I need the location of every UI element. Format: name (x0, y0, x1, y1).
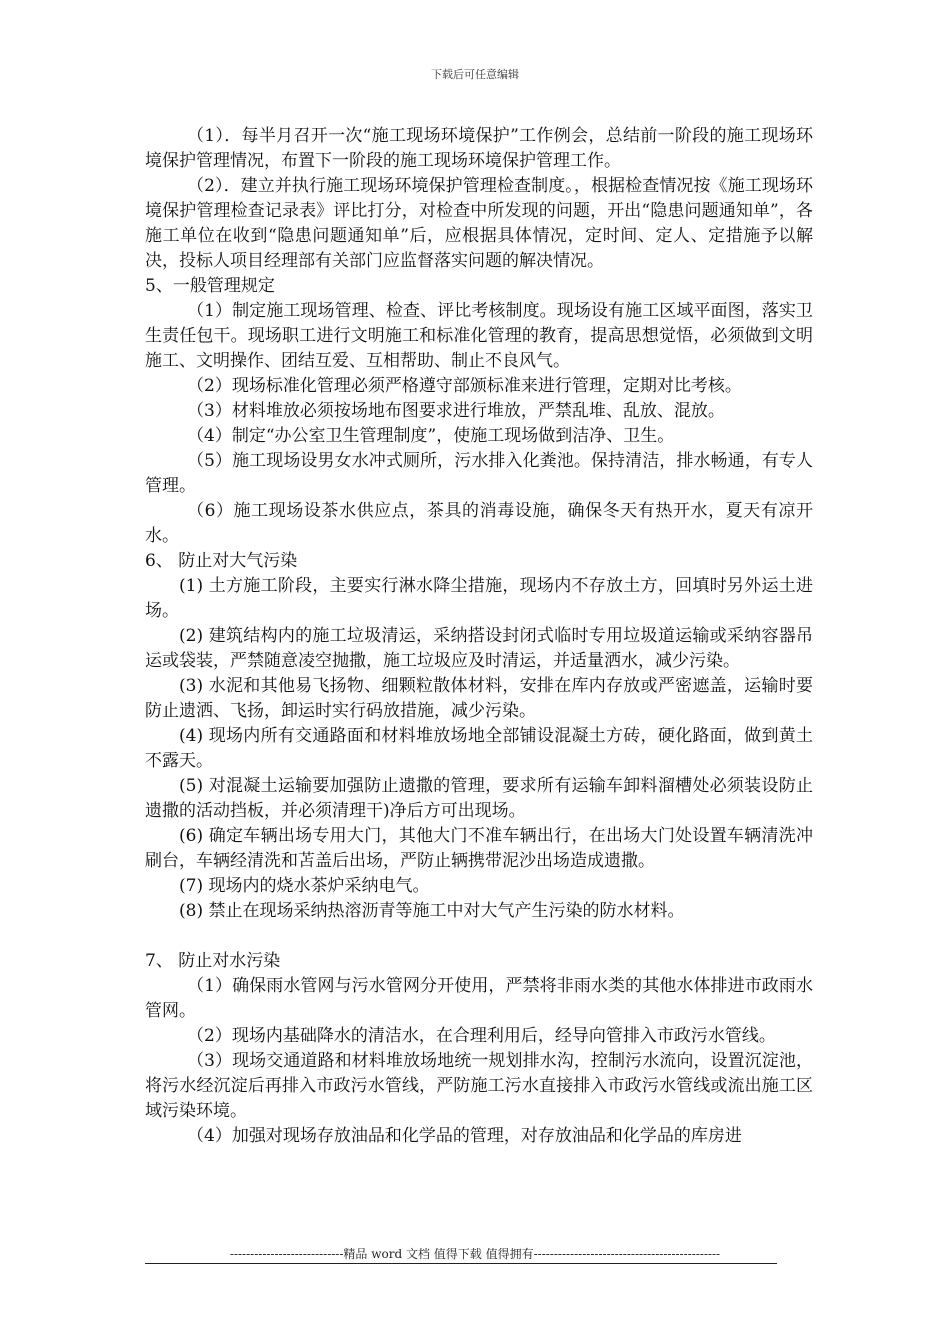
paragraph: （1）确保雨水管网与污水管网分开使用，严禁将非雨水类的其他水体排进市政雨水管网。 (145, 976, 813, 1021)
paragraph: （6）施工现场设茶水供应点，茶具的消毒设施，确保冬天有热开水，夏天有凉开水。 (145, 501, 813, 546)
paragraph: （4）加强对现场存放油品和化学品的管理，对存放油品和化学品的库房进 (187, 1126, 742, 1146)
page-header: 下载后可任意编辑 (431, 68, 519, 81)
paragraph: (7) 现场内的烧水茶炉采纳电气。 (179, 876, 430, 896)
paragraph: （1）制定施工现场管理、检查、评比考核制度。现场设有施工区域平面图，落实卫生责任包干。现场职工进行文明施工和标准化管理的教育，提高思想觉悟，必须做到文明施工、文明操作、团结互爱、互相帮助、制止不良风气。 (145, 301, 813, 371)
paragraph: (8) 禁止在现场采纳热溶沥青等施工中对大气产生污染的防水材料。 (179, 901, 685, 921)
paragraph: (5) 对混凝土运输要加强防止遗撒的管理，要求所有运输车卸料溜槽处必须装设防止遗撒的活动挡板，并必须清理干)净后方可出现场。 (145, 776, 813, 821)
paragraph: (3) 水泥和其他易飞扬物、细颗粒散体材料，安排在库内存放或严密遮盖，运输时要防止遗洒、飞扬，卸运时实行码放措施，减少污染。 (145, 676, 813, 721)
paragraph: （4）制定“办公室卫生管理制度”，使施工现场做到洁净、卫生。 (187, 426, 675, 446)
paragraph: （1）．每半月召开一次“施工现场环境保护”工作例会，总结前一阶段的施工现场环境保护管理情况，布置下一阶段的施工现场环境保护管理工作。 (145, 126, 813, 171)
paragraph: (4) 现场内所有交通路面和材料堆放场地全部铺设混凝土方砖，硬化路面，做到黄土不露天。 (145, 726, 813, 771)
blank-line (145, 924, 813, 949)
paragraph: （5）施工现场设男女水冲式厕所，污水排入化粪池。保持清洁，排水畅通，有专人管理。 (145, 451, 813, 496)
paragraph: （2）．建立并执行施工现场环境保护管理检查制度。，根据检查情况按《施工现场环境保护管理检查记录表》评比打分，对检查中所发现的问题，开出“隐患问题通知单”，各施工单位在收到“隐患问题通知单”后，应根据具体情况，定时间、定人、定措施予以解决，投标人项目经理部有关部门应监督落实问题的解决情况。 (145, 176, 813, 271)
section-heading: 7、 防止对水污染 (145, 951, 281, 971)
footer-rule (145, 1263, 777, 1264)
page-footer: ----------------------------精品 word 文档 值得下载 值得拥有---------------------------------------------- (229, 1247, 721, 1261)
document-body (145, 124, 813, 1149)
paragraph: (2) 建筑结构内的施工垃圾清运，采纳搭设封闭式临时专用垃圾道运输或采纳容器吊运或袋装，严禁随意凌空抛撒，施工垃圾应及时清运，并适量洒水，减少污染。 (145, 626, 813, 671)
paragraph: （2）现场标准化管理必须严格遵守部颁标准来进行管理，定期对比考核。 (187, 376, 742, 396)
paragraph: （3）现场交通道路和材料堆放场地统一规划排水沟，控制污水流向，设置沉淀池，将污水经沉淀后再排入市政污水管线，严防施工污水直接排入市政污水管线或流出施工区域污染环境。 (145, 1051, 813, 1121)
paragraph: (1) 土方施工阶段，主要实行淋水降尘措施，现场内不存放土方，回填时另外运土进场。 (145, 576, 813, 621)
paragraph: (6) 确定车辆出场专用大门，其他大门不准车辆出行，在出场大门处设置车辆清洗冲刷台，车辆经清洗和苫盖后出场，严防止辆携带泥沙出场造成遗撒。 (145, 826, 813, 871)
paragraph: （3）材料堆放必须按场地布图要求进行堆放，严禁乱堆、乱放、混放。 (187, 401, 725, 421)
section-heading: 5、一般管理规定 (145, 276, 275, 296)
section-heading: 6、 防止对大气污染 (145, 551, 298, 571)
paragraph: （2）现场内基础降水的清洁水，在合理利用后，经导向管排入市政污水管线。 (187, 1026, 776, 1046)
